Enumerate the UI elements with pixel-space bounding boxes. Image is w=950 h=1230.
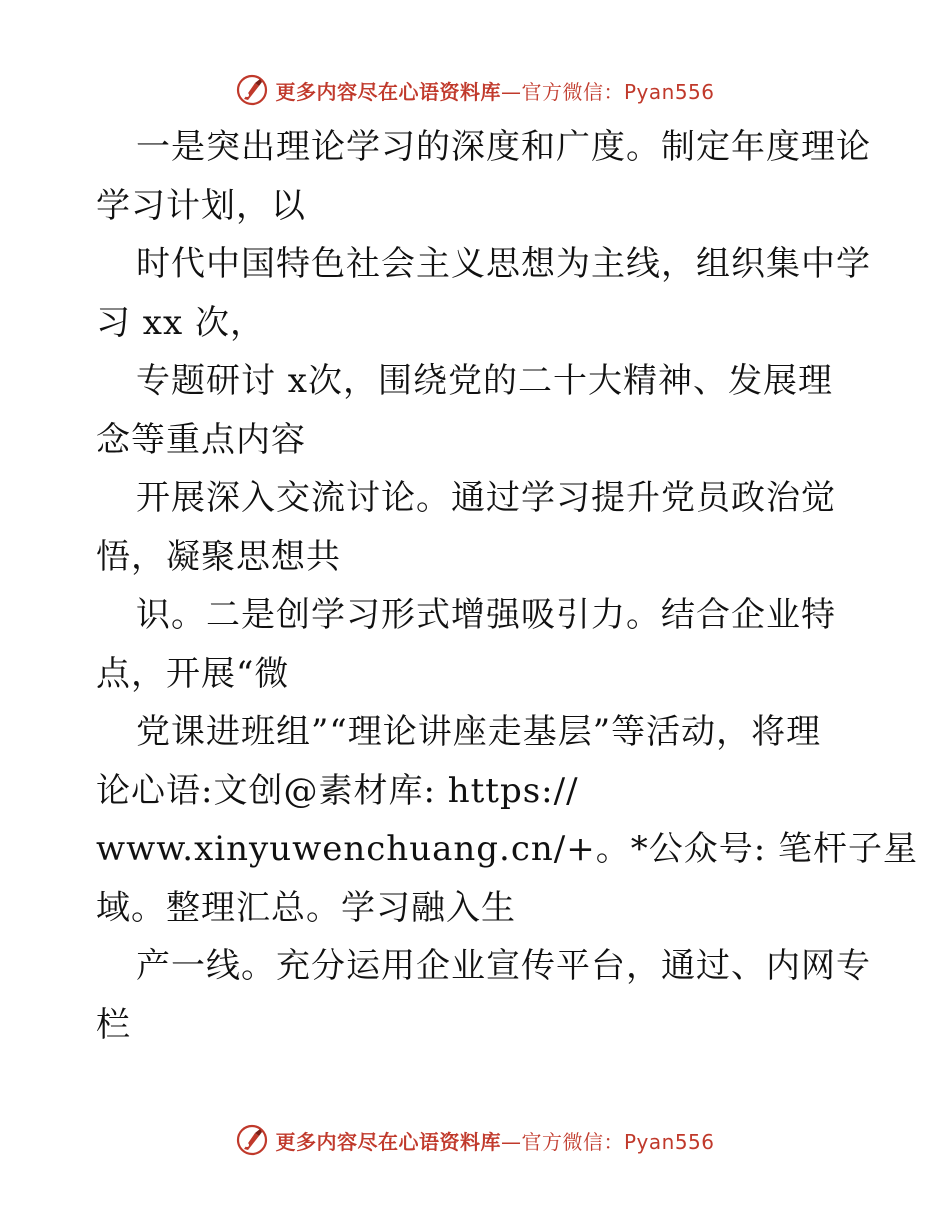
text-line: 一是突出理论学习的深度和广度。制定年度理论 (136, 127, 871, 167)
text-line: 栏 (96, 1004, 131, 1045)
banner-separator: — (500, 79, 522, 104)
quill-logo-icon (235, 1123, 269, 1157)
banner-wechat-label: 官方微信： (521, 79, 624, 104)
banner-brand: 更多内容尽在心语资料库 (275, 79, 501, 104)
header-banner (0, 70, 950, 110)
footer-banner (0, 1120, 950, 1160)
text-line: 论心语:文创@素材库: https:// (96, 770, 579, 811)
banner-wechat-id: Pyan556 (623, 1129, 715, 1154)
text-line: 时代中国特色社会主义思想为主线，组织集中学 (136, 244, 871, 284)
text-line: 念等重点内容 (96, 419, 306, 460)
text-line: 域。整理汇总。学习融入生 (96, 887, 516, 928)
banner-text (275, 1126, 714, 1155)
banner-separator: — (500, 1129, 522, 1154)
document-body (96, 118, 918, 1054)
text-line: 悟，凝聚思想共 (96, 536, 341, 577)
text-line: 党课进班组”“理论讲座走基层”等活动，将理 (136, 712, 822, 752)
text-line: 开展深入交流讨论。通过学习提升党员政治觉 (136, 478, 836, 518)
text-line: 习 xx 次， (96, 302, 265, 343)
text-line: 学习计划，以 (96, 185, 306, 226)
banner-wechat-label: 官方微信： (521, 1129, 624, 1154)
text-line: 专题研讨 x次，围绕党的二十大精神、发展理 (136, 361, 833, 401)
text-line: 产一线。充分运用企业宣传平台，通过、内网专 (136, 946, 871, 986)
banner-brand: 更多内容尽在心语资料库 (275, 1129, 501, 1154)
text-line: 点，开展“微 (96, 653, 290, 694)
banner-wechat-id: Pyan556 (623, 79, 715, 104)
quill-logo-icon (235, 73, 269, 107)
text-line: 识。二是创学习形式增强吸引力。结合企业特 (136, 595, 836, 635)
banner-text (275, 76, 714, 105)
text-line: www.xinyuwenchuang.cn/+。*公众号: 笔杆子星 (96, 829, 918, 869)
